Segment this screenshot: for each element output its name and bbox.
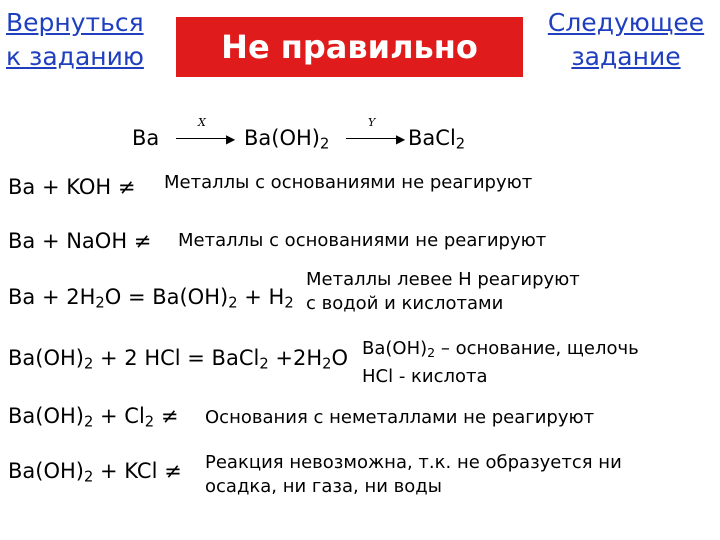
note-1: Металлы с основаниями не реагируют	[164, 172, 533, 193]
chain-start: Ba	[132, 126, 160, 150]
eq6-sub-1: 2	[83, 468, 94, 486]
arrow-x-label: X	[198, 116, 206, 129]
chain-middle-main: Ba(OH)	[244, 126, 320, 150]
chain-end-sub: 2	[455, 135, 466, 153]
next-link-line2[interactable]: задание	[571, 42, 681, 71]
eq5-part-b: + Cl	[93, 404, 145, 428]
note-4-text: – основание, щелочь	[435, 338, 639, 359]
equation-5	[8, 404, 178, 431]
arrow-x: X ▶	[176, 130, 236, 148]
note-4-formula: Ba(OH)	[362, 338, 428, 359]
eq3-sub-1: 2	[95, 294, 105, 312]
eq6-part-b: + KCl ≠	[93, 459, 182, 483]
equation-3	[8, 285, 294, 312]
eq4-sub-2: 2	[259, 355, 269, 373]
note-4-sub: 2	[427, 345, 436, 361]
next-task-link[interactable]	[543, 6, 709, 74]
eq3-part-c: + H	[237, 285, 285, 309]
arrow-y: Y ▶	[346, 130, 406, 148]
arrow-y-label: Y	[368, 116, 376, 129]
eq4-part-a: Ba(OH)	[8, 346, 84, 370]
chain-middle	[244, 126, 329, 153]
equation-6	[8, 459, 182, 486]
back-to-task-link[interactable]	[6, 6, 144, 74]
note-6-line1: Реакция невозможна, т.к. не образуется ни	[205, 452, 622, 473]
next-link-line1[interactable]: Следующее	[547, 8, 705, 37]
eq5-part-a: Ba(OH)	[8, 404, 84, 428]
back-link-line1[interactable]: Вернуться	[6, 8, 144, 37]
eq4-part-b: + 2 HCl = BaCl	[93, 346, 260, 370]
chain-end	[408, 126, 465, 153]
chain-middle-sub: 2	[319, 135, 330, 153]
equation-1: Ba + KOH ≠	[8, 175, 136, 199]
equation-2: Ba + NaOH ≠	[8, 229, 152, 253]
eq5-part-c: ≠	[154, 404, 179, 428]
eq3-sub-3: 2	[284, 294, 294, 312]
eq5-sub-1: 2	[83, 413, 94, 431]
result-banner	[176, 17, 523, 77]
note-3	[306, 268, 580, 316]
note-6-line2: осадка, ни газа, ни воды	[205, 476, 442, 497]
eq5-sub-2: 2	[144, 413, 155, 431]
eq4-sub-1: 2	[83, 355, 94, 373]
note-5: Основания с неметаллами не реагируют	[205, 407, 595, 428]
back-link-line2[interactable]: к заданию	[6, 42, 144, 71]
note-4-line1	[362, 337, 639, 365]
equation-4	[8, 346, 348, 373]
note-3-line1: Металлы левее Н реагируют	[306, 269, 580, 290]
eq3-part-a: Ba + 2H	[8, 285, 96, 309]
eq4-part-d: O	[331, 346, 349, 370]
eq6-part-a: Ba(OH)	[8, 459, 84, 483]
eq3-sub-2: 2	[228, 294, 238, 312]
note-3-line2: с водой и кислотами	[306, 293, 504, 314]
note-2: Металлы с основаниями не реагируют	[178, 230, 547, 251]
eq3-part-b: O = Ba(OH)	[104, 285, 229, 309]
note-6	[205, 451, 622, 499]
result-banner-text: Не правильно	[221, 28, 478, 66]
note-4	[362, 337, 639, 389]
eq4-part-c: +2H	[268, 346, 323, 370]
note-4-line2: HCl - кислота	[362, 366, 488, 388]
chain-end-main: BaCl	[408, 126, 456, 150]
eq4-sub-3: 2	[322, 355, 332, 373]
